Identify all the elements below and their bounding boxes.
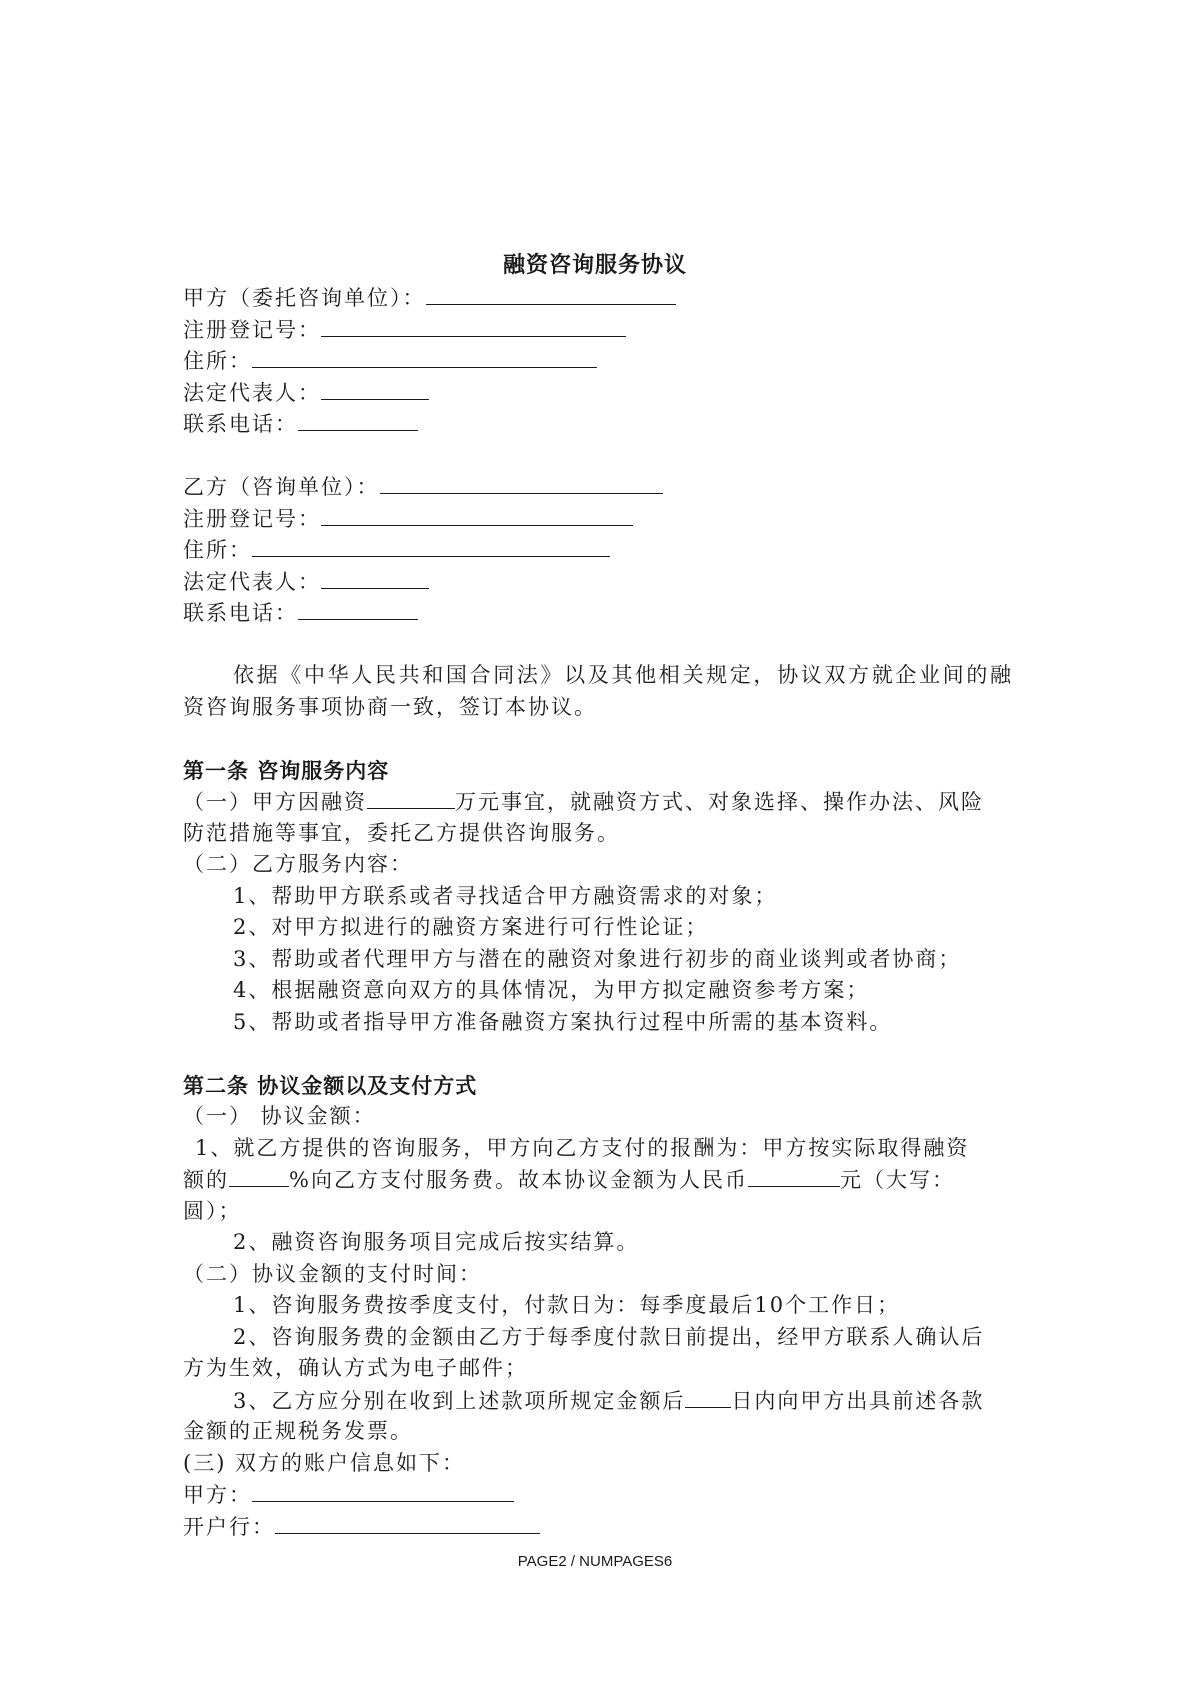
account-bank-label: 开户行： bbox=[183, 1514, 275, 1539]
time-item-3-pre: 3、乙方应分别在收到上述款项所规定金额后 bbox=[233, 1388, 686, 1413]
party-b-addr-blank bbox=[252, 534, 610, 557]
party-a-rep-label: 法定代表人： bbox=[183, 380, 321, 405]
spacer bbox=[183, 440, 1013, 472]
payment-item-1-line-3: 圆）； bbox=[183, 1198, 242, 1223]
party-b-reg-line bbox=[183, 503, 1013, 535]
document-body bbox=[183, 282, 1013, 1542]
article-1-item-1-cont: 防范措施等事宜，委托乙方提供咨询服务。 bbox=[183, 820, 620, 845]
spacer bbox=[183, 1038, 1013, 1070]
article-2-heading: 第二条 协议金额以及支付方式 bbox=[183, 1072, 478, 1098]
party-a-addr-blank bbox=[252, 345, 597, 368]
service-item: 3、帮助或者代理甲方与潜在的融资对象进行初步的商业谈判或者协商； bbox=[233, 946, 962, 971]
service-item: 5、帮助或者指导甲方准备融资方案执行过程中所需的基本资料。 bbox=[233, 1009, 893, 1034]
account-a-label: 甲方： bbox=[183, 1483, 252, 1507]
spacer bbox=[183, 629, 1013, 661]
party-b-rep-line bbox=[183, 566, 1013, 598]
time-item-2-line-1: 2、咨询服务费的金额由乙方于每季度付款日前提出，经甲方联系人确认后 bbox=[233, 1324, 985, 1349]
party-b-rep-label: 法定代表人： bbox=[183, 569, 321, 594]
party-b-name-blank bbox=[380, 471, 663, 494]
intro-paragraph: 依据《中华人民共和国合同法》以及其他相关规定，协议双方就企业间的融资咨询服务事项协商一致，签订本协议。 bbox=[183, 663, 1013, 719]
party-a-phone-blank bbox=[298, 408, 418, 431]
party-a-reg-blank bbox=[321, 314, 626, 337]
article-1-item-1 bbox=[183, 786, 1013, 818]
financing-amount-blank bbox=[367, 786, 455, 809]
account-bank-line bbox=[183, 1511, 1013, 1543]
percent-blank bbox=[229, 1164, 289, 1187]
party-b-name-line bbox=[183, 471, 1013, 503]
party-b-rep-blank bbox=[321, 566, 429, 589]
payment-post: 元（大写： bbox=[839, 1168, 955, 1192]
party-a-rep-blank bbox=[321, 377, 429, 400]
time-item-1: 1、咨询服务费按季度支付，付款日为：每季度最后10个工作日； bbox=[233, 1293, 901, 1317]
document-title: 融资咨询服务协议 bbox=[502, 252, 687, 278]
article-1-item-1-pre: （一）甲方因融资 bbox=[183, 790, 367, 814]
payment-pre: 额的 bbox=[183, 1168, 229, 1192]
article-1-item-2: （二）乙方服务内容： bbox=[183, 852, 413, 876]
time-item-3-line-1 bbox=[183, 1385, 1013, 1417]
party-b-phone-line bbox=[183, 597, 1013, 629]
party-a-reg-line bbox=[183, 314, 1013, 346]
party-b-name-label: 乙方（咨询单位）： bbox=[183, 475, 380, 499]
party-a-rep-line bbox=[183, 377, 1013, 409]
article-1-item-1-post: 万元事宜，就融资方式、对象选择、操作办法、风险 bbox=[455, 790, 984, 814]
account-a-blank bbox=[252, 1479, 514, 1502]
party-b-reg-blank bbox=[321, 503, 633, 526]
party-b-phone-label: 联系电话： bbox=[183, 601, 298, 625]
page-footer: PAGE2 / NUMPAGES6 bbox=[517, 1553, 673, 1570]
payment-item-1-line-1: 1、就乙方提供的咨询服务，甲方向乙方支付的报酬为：甲方按实际取得融资 bbox=[195, 1135, 970, 1160]
payment-item-2: 2、融资咨询服务项目完成后按实结算。 bbox=[233, 1230, 640, 1254]
days-blank bbox=[685, 1385, 731, 1408]
article-2-sub-2: （二）协议金额的支付时间： bbox=[183, 1261, 482, 1286]
party-a-name-line bbox=[183, 282, 1013, 314]
party-b-addr-line bbox=[183, 534, 1013, 566]
service-item: 1、帮助甲方联系或者寻找适合甲方融资需求的对象； bbox=[233, 883, 778, 908]
service-item: 2、对甲方拟进行的融资方案进行可行性论证； bbox=[233, 915, 709, 939]
time-item-2-line-2: 方为生效，确认方式为电子邮件； bbox=[183, 1356, 528, 1380]
article-2-sub-1: （一） 协议金额： bbox=[183, 1104, 376, 1128]
account-bank-blank bbox=[275, 1511, 540, 1534]
service-item: 4、根据融资意向双方的具体情况，为甲方拟定融资参考方案； bbox=[233, 978, 870, 1002]
party-b-phone-blank bbox=[298, 597, 418, 620]
account-a-line bbox=[183, 1479, 1013, 1511]
payment-item-1-line-2 bbox=[183, 1164, 1013, 1196]
party-a-name-blank bbox=[426, 282, 676, 305]
party-a-name-label: 甲方（委托咨询单位）： bbox=[183, 286, 426, 310]
time-item-3-post: 日内向甲方出具前述各款 bbox=[731, 1388, 985, 1413]
payment-mid: %向乙方支付服务费。故本协议金额为人民币 bbox=[289, 1168, 748, 1192]
party-a-addr-label: 住所： bbox=[183, 349, 252, 373]
party-a-phone-label: 联系电话： bbox=[183, 412, 298, 436]
article-2-sub-3: (三) 双方的账户信息如下： bbox=[183, 1450, 466, 1475]
article-1-heading: 第一条 咨询服务内容 bbox=[183, 757, 390, 783]
party-b-addr-label: 住所： bbox=[183, 538, 252, 562]
party-a-addr-line bbox=[183, 345, 1013, 377]
party-a-reg-label: 注册登记号： bbox=[183, 317, 321, 342]
party-a-phone-line bbox=[183, 408, 1013, 440]
time-item-3-line-2: 金额的正规税务发票。 bbox=[183, 1419, 413, 1443]
spacer bbox=[183, 723, 1013, 755]
party-b-reg-label: 注册登记号： bbox=[183, 506, 321, 531]
rmb-amount-blank bbox=[748, 1164, 840, 1187]
